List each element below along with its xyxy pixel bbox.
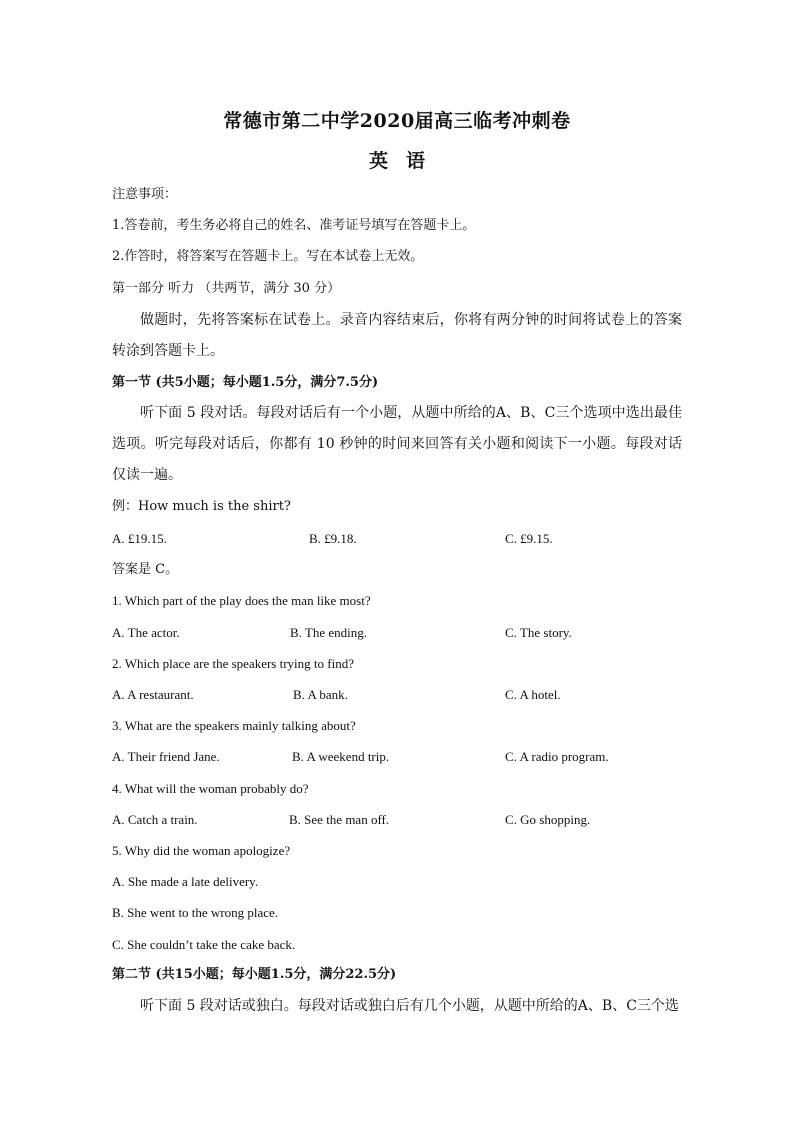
question-3-option-b: B. A weekend trip. (292, 749, 390, 764)
question-1-option-c: C. The story. (505, 625, 572, 640)
example-option-a: A. £19.15. (112, 531, 167, 546)
question-1-option-a: A. The actor. (112, 625, 180, 640)
question-4-option-c: C. Go shopping. (505, 812, 591, 827)
example-option-c: C. £9.15. (505, 531, 553, 546)
question-1: 1. Which part of the play does the man like most? (112, 593, 371, 608)
question-1-option-b: B. The ending. (290, 625, 368, 640)
notice-item-1: 1.答卷前，考生务必将自己的姓名、准考证号填写在答题卡上。 (112, 218, 476, 233)
question-5-option-b: B. She went to the wrong place. (112, 905, 279, 920)
question-4-option-a: A. Catch a train. (112, 812, 198, 827)
section1-heading: 第一节 (共5小题；每小题1.5分，满分7.5分) (112, 375, 379, 390)
section2-heading: 第二节 (共15小题；每小题1.5分，满分22.5分) (112, 967, 397, 982)
question-2-option-b: B. A bank. (293, 687, 348, 702)
question-5: 5. Why did the woman apologize? (112, 843, 291, 858)
notice-item-2: 2.作答时，将答案写在答题卡上。写在本试卷上无效。 (112, 249, 424, 264)
question-2-option-a: A. A restaurant. (112, 687, 194, 702)
example-question: 例：How much is the shirt? (112, 499, 291, 514)
question-3-option-c: C. A radio program. (505, 749, 609, 764)
question-5-option-c: C. She couldn’t take the cake back. (112, 937, 296, 952)
question-3-option-a: A. Their friend Jane. (112, 749, 220, 764)
subject-title: 英语 (368, 150, 443, 172)
exam-title: 常德市第二中学2020届高三临考冲刺卷 (223, 110, 571, 132)
section1-intro: 听下面 5 段对话。每段对话后有一个小题，从题中所给的A、B、C三个选项中选出最佳选项。听完每段对话后，你都有 10 秒钟的时间来回答有关小题和阅读下一小题。每段对话仅读一遍。 (112, 405, 682, 483)
example-option-b: B. £9.18. (309, 531, 357, 546)
notice-heading: 注意事项： (112, 187, 178, 202)
question-3: 3. What are the speakers mainly talking about? (112, 718, 356, 733)
question-2-option-c: C. A hotel. (505, 687, 561, 702)
question-4-option-b: B. See the man off. (289, 812, 390, 827)
section2-intro: 听下面 5 段对话或独白。每段对话或独白后有几个小题，从题中所给的A、B、C三个选 (140, 998, 679, 1014)
example-answer: 答案是 C。 (112, 562, 179, 577)
question-5-option-a: A. She made a late delivery. (112, 874, 259, 889)
question-2: 2. Which place are the speakers trying to find? (112, 656, 354, 671)
question-4: 4. What will the woman probably do? (112, 781, 309, 796)
part1-intro: 做题时，先将答案标在试卷上。录音内容结束后，你将有两分钟的时间将试卷上的答案转涂到答题卡上。 (112, 312, 682, 359)
part1-heading: 第一部分 听力 （共两节，满分 30 分） (112, 281, 341, 296)
